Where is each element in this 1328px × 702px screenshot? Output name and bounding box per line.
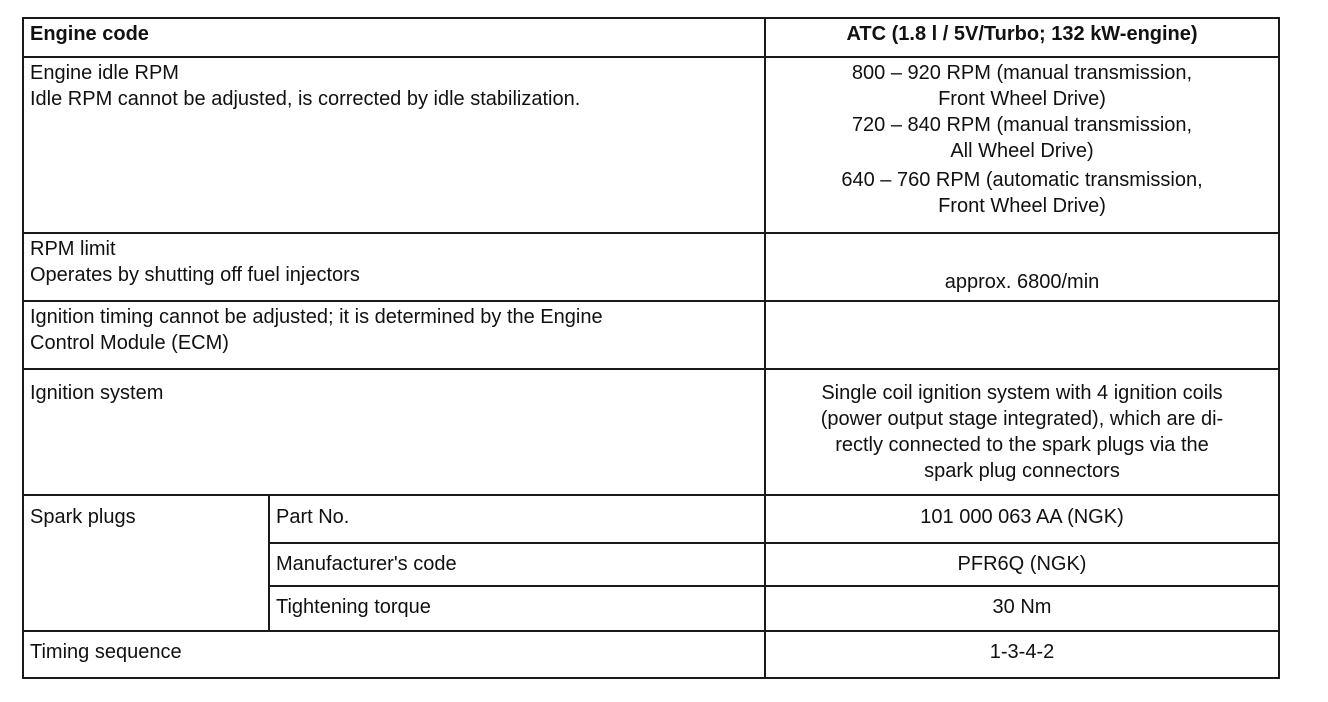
spark-plug-code-value: PFR6Q (NGK)	[765, 543, 1279, 586]
rpm-limit-label-cell	[23, 233, 765, 301]
spark-plug-code-label: Manufacturer's code	[269, 543, 765, 586]
idle-rpm-row	[23, 57, 1279, 233]
idle-rpm-value-cell	[765, 57, 1279, 233]
spark-plug-torque-value: 30 Nm	[765, 586, 1279, 631]
header-row	[23, 18, 1279, 57]
spark-plugs-label: Spark plugs	[23, 495, 269, 631]
timing-sequence-value: 1-3-4-2	[765, 631, 1279, 678]
ignition-timing-value	[765, 301, 1279, 369]
ignition-system-value-line: (power output stage integrated), which are di-	[820, 408, 1224, 430]
idle-rpm-label-cell	[23, 57, 765, 233]
rpm-limit-row	[23, 233, 1279, 301]
idle-rpm-value-line: 640 – 760 RPM (automatic transmission,	[841, 169, 1203, 191]
timing-sequence-row	[23, 631, 1279, 678]
timing-sequence-label: Timing sequence	[23, 631, 765, 678]
idle-rpm-value-line: All Wheel Drive)	[950, 140, 1094, 162]
engine-spec-table	[22, 17, 1280, 679]
rpm-limit-value: approx. 6800/min	[765, 233, 1279, 301]
ignition-system-value-line: spark plug connectors	[924, 460, 1120, 482]
ignition-timing-row	[23, 301, 1279, 369]
idle-rpm-value-line: 720 – 840 RPM (manual transmission,	[851, 114, 1193, 136]
idle-rpm-title: Engine idle RPM	[30, 62, 179, 84]
idle-rpm-value-line: Front Wheel Drive)	[938, 88, 1106, 110]
ignition-system-label: Ignition system	[23, 369, 765, 495]
engine-code-value: ATC (1.8 l / 5V/Turbo; 132 kW-engine)	[765, 18, 1279, 57]
spark-plug-part-no-value: 101 000 063 AA (NGK)	[765, 495, 1279, 543]
ignition-system-row	[23, 369, 1279, 495]
idle-rpm-note: Idle RPM cannot be adjusted, is corrected by idle stabilization.	[30, 88, 581, 110]
ignition-timing-line: Ignition timing cannot be adjusted; it is determined by the Engine	[30, 306, 603, 328]
rpm-limit-note: Operates by shutting off fuel injectors	[30, 264, 360, 286]
spark-plug-torque-label: Tightening torque	[269, 586, 765, 631]
engine-code-label: Engine code	[23, 18, 765, 57]
rpm-limit-title: RPM limit	[30, 238, 116, 260]
ignition-timing-label-cell	[23, 301, 765, 369]
idle-rpm-value-line: 800 – 920 RPM (manual transmission,	[851, 62, 1193, 84]
spark-plugs-row	[23, 495, 1279, 543]
spark-plug-part-no-label: Part No.	[269, 495, 765, 543]
ignition-timing-line: Control Module (ECM)	[30, 332, 229, 354]
ignition-system-value-line: Single coil ignition system with 4 ignition coils	[821, 382, 1223, 404]
ignition-system-value-cell	[765, 369, 1279, 495]
ignition-system-value-line: rectly connected to the spark plugs via the	[835, 434, 1209, 456]
idle-rpm-value-line: Front Wheel Drive)	[938, 195, 1106, 217]
